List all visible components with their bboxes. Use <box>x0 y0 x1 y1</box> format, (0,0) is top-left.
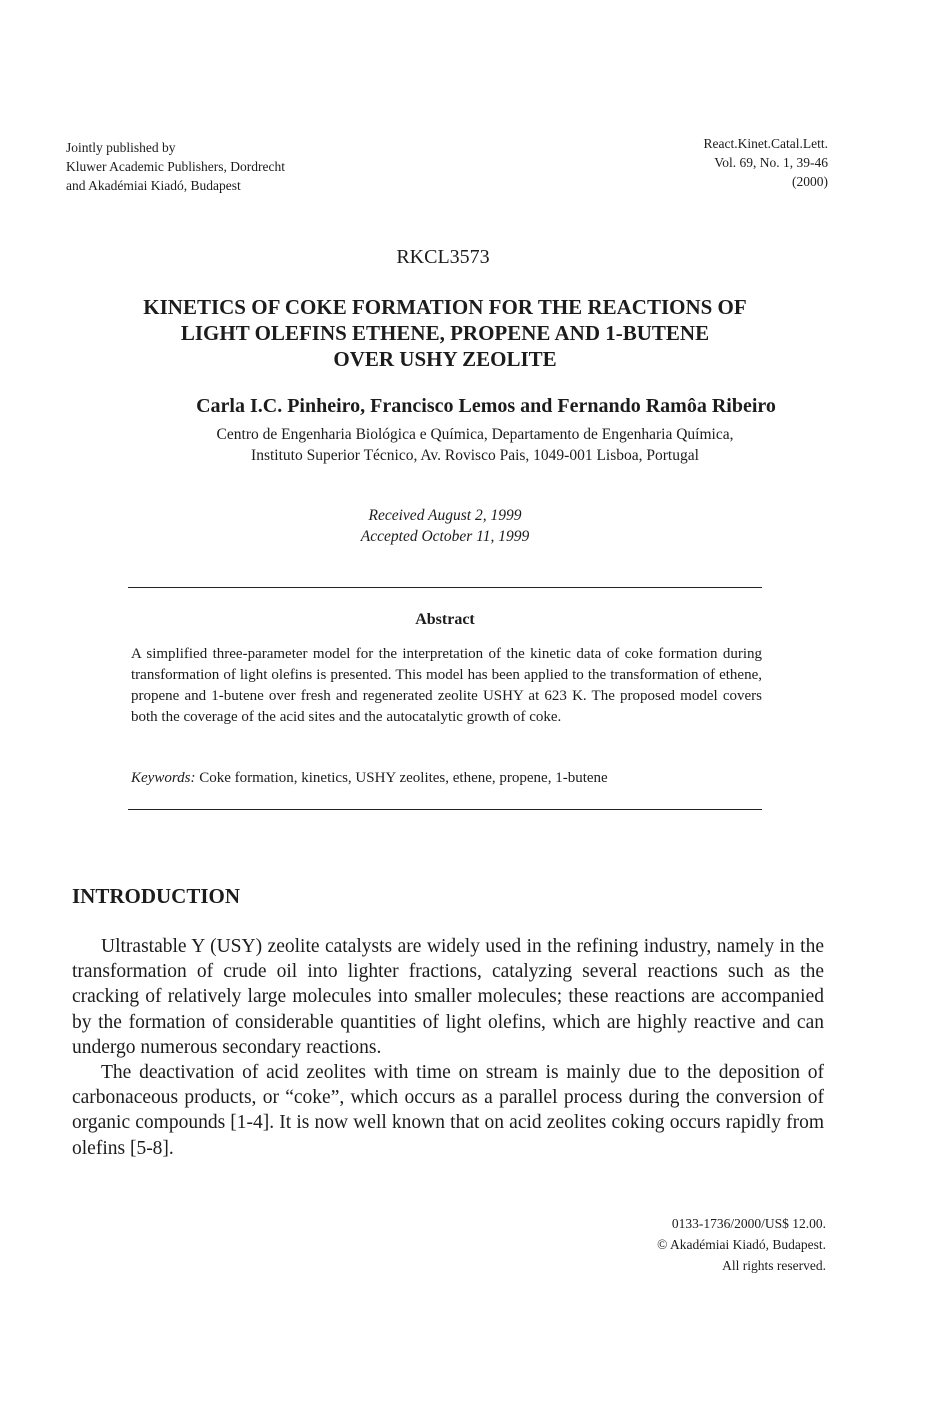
title-line: LIGHT OLEFINS ETHENE, PROPENE AND 1-BUTENE <box>180 321 710 345</box>
authors: Carla I.C. Pinheiro, Francisco Lemos and Fernando Ramôa Ribeiro <box>196 395 776 417</box>
section-heading-introduction: INTRODUCTION <box>72 884 241 908</box>
journal-citation <box>704 134 828 191</box>
journal-line: Vol. 69, No. 1, 39-46 <box>714 155 828 170</box>
footer-line: All rights reserved. <box>722 1258 826 1273</box>
journal-line: (2000) <box>792 174 828 189</box>
accepted-date: Accepted October 11, 1999 <box>360 528 530 545</box>
keywords-label: Keywords: <box>131 770 196 786</box>
received-date: Received August 2, 1999 <box>368 507 522 524</box>
footer-line: 0133-1736/2000/US$ 12.00. <box>671 1216 826 1231</box>
article-dates <box>0 505 890 547</box>
abstract-bottom-rule <box>128 809 762 810</box>
title-line: OVER USHY ZEOLITE <box>333 347 557 371</box>
keywords <box>131 770 771 787</box>
publisher-line: Kluwer Academic Publishers, Dordrecht <box>66 159 285 174</box>
article-title <box>60 294 830 372</box>
title-line: KINETICS OF COKE FORMATION FOR THE REACTIONS OF <box>143 295 747 319</box>
article-code: RKCL3573 <box>396 246 490 268</box>
footer-line: © Akadémiai Kiadó, Budapest. <box>657 1237 826 1252</box>
paragraph: The deactivation of acid zeolites with time on stream is mainly due to the deposition of carbonaceous products, or “coke”, which occurs as a parallel process during the conversion of organic compounds [1-4]. It is now well known that on acid zeolites coking occurs rapidly from olefins [5-8]. <box>72 1062 824 1159</box>
publisher-line: Jointly published by <box>66 140 176 155</box>
copyright-footer <box>657 1213 826 1276</box>
paragraph: Ultrastable Y (USY) zeolite catalysts are widely used in the refining industry, namely in the transformation of crude oil into lighter fractions, catalyzing several reactions such as the cracking of relatively large molecules into smaller molecules; these reactions are accompanied by the formation of considerable quantities of light olefins, which are highly reactive and can undergo numerous secondary reactions. <box>72 936 824 1058</box>
affiliation-line: Centro de Engenharia Biológica e Química, Departamento de Engenharia Química, <box>216 426 734 443</box>
introduction-body <box>72 934 824 1161</box>
abstract-top-rule <box>128 587 762 588</box>
abstract-heading: Abstract <box>415 611 475 628</box>
abstract-text: A simplified three-parameter model for the interpretation of the kinetic data of coke formation during transformation of light olefins is presented. This model has been applied to the transformation of ethene, propene and 1-butene over fresh and regenerated zeolite USHY at 623 K. The proposed model covers both the coverage of the acid sites and the autocatalytic growth of coke. <box>131 646 762 725</box>
keywords-text: Coke formation, kinetics, USHY zeolites, ethene, propene, 1-butene <box>195 770 608 786</box>
publisher-line: and Akadémiai Kiadó, Budapest <box>66 178 241 193</box>
journal-line: React.Kinet.Catal.Lett. <box>703 136 828 151</box>
affiliation-line: Instituto Superior Técnico, Av. Rovisco Pais, 1049-001 Lisboa, Portugal <box>251 447 699 464</box>
publisher-info <box>66 138 285 195</box>
affiliation <box>60 424 890 466</box>
